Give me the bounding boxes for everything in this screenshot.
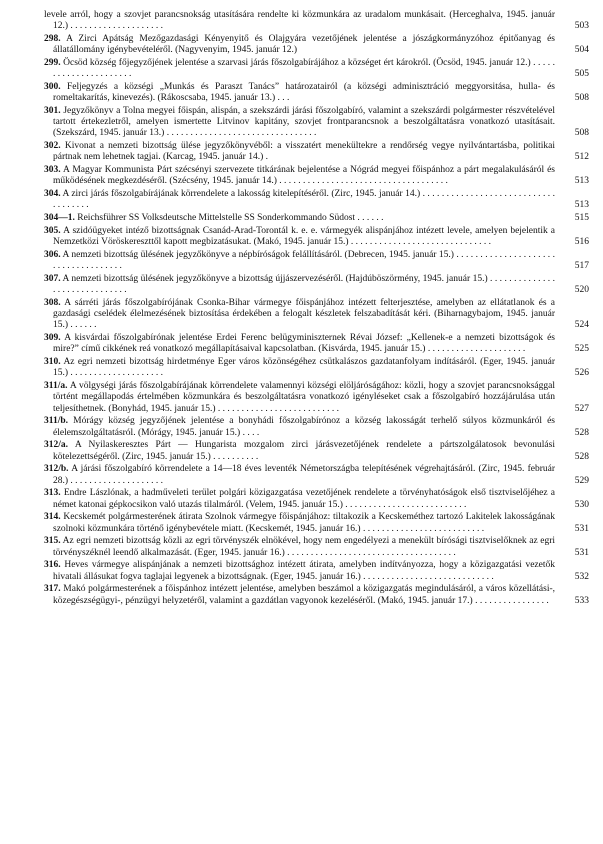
entry-text: Makó polgármesterének a főispánhoz intézett jelentése, amelyben beszámol a közigazgatás megindulásáról, a város közellátási-, közegészségügyi-, pénzügyi helyzetéről, valamint a gazdátlan vagyonok kezeléséről. (Makó, 1945. január 17.) . . . . . . . . . . . . . . . . xyxy=(53,584,555,606)
entry-number: 310. xyxy=(44,357,61,368)
entry-page: 524 xyxy=(574,320,589,331)
entry-text: Feljegyzés a községi „Munkás és Paraszt Tanács” határozatairól (a községi adminisztráció meggyorsitása, hulla- és romeltakarítás, kinevezés). (Rákoscsaba, 1945. január 13.) . . . xyxy=(53,82,556,104)
toc-entry xyxy=(44,226,589,248)
toc-entry xyxy=(44,512,589,534)
entry-text: Reichsführer SS Volksdeutsche Mittelstelle SS Sonderkommando Südost . . . . . . xyxy=(77,213,384,224)
entry-page: 527 xyxy=(574,403,589,414)
entry-text: A járási főszolgabíró körrendelete a 14—18 éves leventék Németországba telepítésének végrehajtásáról. (Zirc, 1945. február 28.) . . . . . . . . . . . . . . . . . . . . xyxy=(53,464,555,486)
entry-number: 304—1. xyxy=(44,213,75,224)
entry-number: 302. xyxy=(44,141,61,152)
toc-entry xyxy=(44,106,589,140)
entry-number: 312/b. xyxy=(44,464,69,475)
entry-text: A völgységi járás főszolgabírájának körrendelete valamennyi községi elöljáróságához: közli, hogy a szovjet parancsnoksággal történt megállapodás értelmében közmunkára és beszolgáltatásra vonatkozó igényléseket csak a főszolgabíró hozzájárulása után teljesíthetnek. (Bonyhád, 1945. január 15.) . . . . . . . . . . . . . . . . . . . . . . . . . . xyxy=(53,381,555,414)
entry-number: 298. xyxy=(44,34,61,44)
toc-entry xyxy=(44,213,589,224)
entry-number: 311/b. xyxy=(44,416,69,427)
toc-entry xyxy=(44,298,589,332)
toc-entry xyxy=(44,250,589,272)
toc-entry xyxy=(44,34,589,56)
entry-text: A kisvárdai főszolgabírónak jelentése Erdei Ferenc belügyminiszternek Révai József: „Kellenek-e a nemzeti bizottságok és mire?” című cikkének reá vonatkozó megállapításaival kapcsolatban. (Kisvárda, 1945. január 15.) . . . . . . . . . . . . . . . . . . . . . xyxy=(53,333,555,355)
entry-page: 516 xyxy=(574,237,589,248)
entry-page: 531 xyxy=(574,547,589,558)
entry-number: 312/a. xyxy=(44,440,69,451)
entry-page: 531 xyxy=(574,523,589,534)
toc-entry xyxy=(44,189,589,211)
toc-entry xyxy=(44,464,589,486)
entry-text: Az egri nemzeti bizottság hirdetménye Eger város közönségéhez csütkalászos gazdatanfolyam indításáról. (Eger, 1945. január 15.) . . . . . . . . . . . . . . . . . . . . xyxy=(53,357,555,379)
entry-number: 311/a. xyxy=(44,381,68,392)
entry-page: 515 xyxy=(574,213,589,224)
entry-page: 520 xyxy=(574,285,589,296)
entry-number: 317. xyxy=(44,584,61,595)
entry-text: Jegyzőkönyv a Tolna megyei főispán, alispán, a szekszárdi járási főszolgabíró, valamint a szekszárdi polgármester részvételével tartott értekezletről, amelyen ismertette Litvinov kapitány, szovjet frontparancsnok a beszolgáltatásra vonatkozó utasításait. (Szekszárd, 1945. január 13.) . . . . . . . . . . . . . . . . . . . . . . . . . . . . . . . . xyxy=(53,106,555,139)
table-of-contents xyxy=(44,10,589,608)
entry-page: 533 xyxy=(574,595,589,606)
entry-text: levele arról, hogy a szovjet parancsnokság utasítására rendelte ki közmunkára az uradalom munkásait. (Herceghalva, 1945. január 12.) . . . . . . . . . . . . . . . . . . . . xyxy=(44,10,555,32)
entry-number: 306. xyxy=(44,250,61,260)
toc-entry xyxy=(44,333,589,355)
toc-entry xyxy=(44,274,589,296)
entry-text: Öcsöd község főjegyzőjének jelentése a szarvasi járás főszolgabírájához a községet ért károkról. (Öcsöd, 1945. január 12.) . . . . . . . . . . . . . . . . . . . . . . xyxy=(53,58,556,80)
entry-page: 528 xyxy=(574,427,589,438)
entry-number: 301. xyxy=(44,106,61,116)
entry-page: 513 xyxy=(574,176,589,187)
entry-page: 508 xyxy=(574,93,589,104)
entry-text: Mórágy község jegyzőjének jelentése a bonyhádi főszolgabírónoz a község lakosságát terhelő súlyos közmunkáról és élelemszolgáltatásról. (Mórágy, 1945. január 15.) . . . . xyxy=(53,416,555,438)
entry-text: Endre Lászlónak, a hadműveleti terület polgári közigazgatása vezetőjének rendelete a törvényhatóságok első tisztviselőjéhez a német katonai gépkocsikon való utazás tilalmáról. (Velem, 1945. január 15.) . . . . . . . . . . . . . . . . . . . . . . . . . . xyxy=(53,488,556,510)
toc-entry xyxy=(44,82,589,104)
entry-page: 532 xyxy=(574,571,589,582)
entry-page: 526 xyxy=(574,368,589,379)
toc-entry xyxy=(44,584,589,606)
toc-entry xyxy=(44,381,589,415)
entry-number: 307. xyxy=(44,274,61,284)
entry-text: A nemzeti bizottság ülésének jegyzőkönyve a népbíróságok felállításáról. (Debrecen, 1945. január 15.) . . . . . . . . . . . . . . . . . . . . . . . . . . . . . . . . . . . . xyxy=(53,250,555,272)
entry-page: 513 xyxy=(574,200,589,211)
entry-number: 313. xyxy=(44,488,61,499)
entry-page: 528 xyxy=(574,451,589,462)
toc-entry xyxy=(44,10,589,32)
entry-text: A Zirci Apátság Mezőgazdasági Kényenyitő és Olajgyára vezetőjének jelentése a jószágkormányzóhoz épitőanyag és állatállomány igénybevételéről. (Nagyvenyim, 1945. január 12.) xyxy=(53,34,555,56)
entry-number: 303. xyxy=(44,165,61,176)
entry-text: A Nyilaskeresztes Párt — Hungarista mozgalom zirci járásvezetőjének rendelete a pártszolgálatosok bevonulási kötelezettségéről. (Zirc, 1945. január 15.) . . . . . . . . . . xyxy=(53,440,555,462)
entry-text: A sárréti járás főszolgabírójának Csonka-Bihar vármegye főispánjához intézett felterjesztése, amelyben az ellátatlanok és a gazdasági cselédek élelmezésének biztosítása érdekében a felogalt készletek felszabadítását kéri. (Biharnagybajom, 1945. január 15.) . . . . . . xyxy=(53,298,555,331)
entry-text: A nemzeti bizottság ülésének jegyzőkönyve a bizottság újjászervezéséről. (Hajdúböszörmény, 1945. január 15.) . . . . . . . . . . . . . . . . . . . . . . . . . . . . . . xyxy=(53,274,555,296)
toc-entry xyxy=(44,488,589,510)
toc-entry xyxy=(44,357,589,379)
entry-number: 314. xyxy=(44,512,61,523)
entry-number: 300. xyxy=(44,82,61,92)
entry-text: A Magyar Kommunista Párt szécsényi szervezete titkárának bejelentése a Nógrád megyei főispánhoz a párt megalakulásáról és működésének megkezdéséről. (Szécsény, 1945. január 14.) . . . . . . . . . . . . . . . . . . . . . . . . . . . . . . . . . . . . xyxy=(53,165,555,187)
toc-entry xyxy=(44,560,589,582)
entry-number: 315. xyxy=(44,536,61,547)
entry-page: 529 xyxy=(574,475,589,486)
entry-text: Kivonat a nemzeti bizottság ülése jegyzőkönyvéből: a visszatért menekültekre a rendőrség vegye nyilvántartásba, politikai pártnak nem lehetnek tagjai. (Karcag, 1945. január 14.) . xyxy=(53,141,556,163)
entry-text: Kecskemét polgármesterének átirata Szolnok vármegye főispánjához: tiltakozik a Kecskeméthez tartozó Lakitelek lakosságának szolnoki közmunkára történő igénybevétele miatt. (Kecskemét, 1945. január 16.) . . . . . . . . . . . . . . . . . . . . . . . . . . xyxy=(53,512,556,534)
entry-number: 305. xyxy=(44,226,61,236)
entry-text: A szidóügyeket intéző bizottságnak Csanád-Arad-Torontál k. e. e. vármegyék alispánjához intézett levele, amelyen bejelentik a Nemzetközi Vöröskereszttől kapott megbizatásukat. (Makó, 1945. január 15.) . . . . . . . . . . . . . . . . . . . . . . . . . . . . . . xyxy=(53,226,555,248)
entry-page: 525 xyxy=(574,344,589,355)
entry-page: 505 xyxy=(574,69,589,80)
toc-entry xyxy=(44,58,589,80)
entry-text: A zirci járás főszolgabírájának körrendelete a lakosság kitelepítéséről. (Zirc, 1945. január 14.) . . . . . . . . . . . . . . . . . . . . . . . . . . . . . . . . . . . . xyxy=(53,189,555,211)
entry-number: 309. xyxy=(44,333,61,344)
toc-entry xyxy=(44,141,589,163)
entry-page: 508 xyxy=(574,128,589,139)
entry-number: 308. xyxy=(44,298,61,308)
entry-page: 512 xyxy=(574,152,589,163)
entry-number: 316. xyxy=(44,560,61,571)
entry-text: Heves vármegye alispánjának a nemzeti bizottsághoz intézett átirata, amelyben indítványozza, hogy a közigazgatási vezetők hivatali állásukat fogva taglajai legyenek a bizottságnak. (Eger, 1945. január 16.) . . . . . . . . . . . . . . . . . . . . . . . . . . . . xyxy=(53,560,555,582)
entry-page: 503 xyxy=(574,21,589,32)
toc-entry xyxy=(44,536,589,558)
entry-number: 304. xyxy=(44,189,61,200)
toc-entry xyxy=(44,416,589,438)
entry-page: 530 xyxy=(574,499,589,510)
entry-text: Az egri nemzeti bizottság közli az egri törvényszék elnökével, hogy nem engedélyezi a menekült bírósági tisztviselőknek az egri törvényszéknél leendő alkalmazását. (Eger, 1945. január 16.) . . . . . . . . . . . . . . . . . . . . . . . . . . . . . . . . . . . . xyxy=(53,536,555,558)
entry-page: 517 xyxy=(574,261,589,272)
toc-entry xyxy=(44,165,589,187)
entry-page: 504 xyxy=(574,45,589,56)
toc-entry xyxy=(44,440,589,462)
entry-number: 299. xyxy=(44,58,61,68)
